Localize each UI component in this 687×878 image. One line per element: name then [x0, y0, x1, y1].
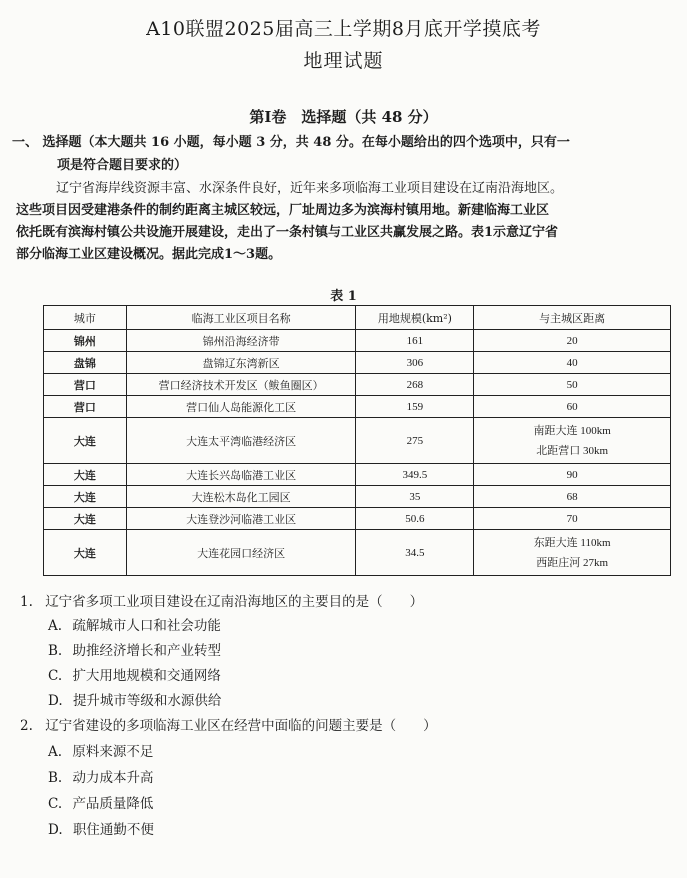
option-2b[interactable] [48, 766, 154, 786]
distance-line: 南距大连 100km [533, 424, 611, 437]
cell-distance: 40 [474, 352, 671, 374]
cell-distance: 68 [474, 486, 671, 508]
cell-area: 35 [356, 486, 474, 508]
option-text: 疏解城市人口和社会功能 [72, 618, 221, 634]
option-text: 助推经济增长和产业转型 [72, 643, 222, 659]
table-row [44, 396, 671, 418]
cell-distance: 90 [474, 464, 671, 486]
cell-city: 大连 [44, 530, 127, 576]
cell-project: 大连长兴岛临港工业区 [126, 464, 356, 486]
cell-area: 306 [356, 352, 474, 374]
option-key: D. [48, 822, 63, 838]
section-heading-continued: 项是符合题目要求的） [57, 158, 188, 173]
option-text: 职住通勤不便 [72, 822, 154, 838]
passage-line: 这些项目因受建港条件的制约距离主城区较远，厂址周边多为滨海村镇用地。新建临海工业区 [16, 203, 550, 218]
cell-city: 大连 [44, 464, 127, 486]
cell-area: 161 [356, 330, 474, 352]
distance-line: 北距营口 30km [536, 444, 609, 457]
option-key: B. [48, 643, 63, 659]
cell-city: 大连 [44, 486, 127, 508]
cell-distance: 50 [474, 374, 671, 396]
cell-city: 营口 [44, 396, 127, 418]
cell-project: 锦州沿海经济带 [126, 330, 356, 352]
option-text: 动力成本升高 [72, 770, 154, 786]
cell-distance [474, 418, 671, 464]
cell-city: 盘锦 [44, 352, 127, 374]
option-1c[interactable] [48, 664, 221, 684]
cell-project: 大连登沙河临港工业区 [126, 508, 356, 530]
cell-project: 盘锦辽东湾新区 [126, 352, 356, 374]
option-2c[interactable] [48, 792, 153, 812]
cell-project: 营口仙人岛能源化工区 [126, 396, 356, 418]
question-2 [20, 714, 437, 734]
option-key: C. [48, 796, 63, 812]
column-header-city: 城市 [44, 306, 127, 330]
option-text: 扩大用地规模和交通网络 [72, 668, 221, 684]
option-key: A. [48, 618, 63, 634]
cell-area: 349.5 [356, 464, 474, 486]
passage-line: 部分临海工业区建设概况。据此完成1～3题。 [16, 247, 282, 262]
option-key: B. [48, 770, 63, 786]
table-row [44, 330, 671, 352]
cell-project: 大连太平湾临港经济区 [126, 418, 356, 464]
table-row [44, 352, 671, 374]
question-stem: 辽宁省多项工业项目建设在辽南沿海地区的主要目的是（ ） [45, 594, 424, 610]
passage-line: 依托既有滨海村镇公共设施开展建设，走出了一条村镇与工业区共赢发展之路。表1示意辽宁省 [16, 225, 559, 240]
table-header-row [44, 306, 671, 330]
option-text: 原料来源不足 [72, 744, 154, 760]
option-1a[interactable] [48, 614, 221, 634]
cell-project: 大连花园口经济区 [126, 530, 356, 576]
exam-title: A10联盟2025届高三上学期8月底开学摸底考 [146, 18, 541, 40]
cell-area: 268 [356, 374, 474, 396]
cell-distance: 60 [474, 396, 671, 418]
table-row [44, 464, 671, 486]
cell-distance: 20 [474, 330, 671, 352]
column-header-project: 临海工业区项目名称 [126, 306, 356, 330]
table-row [44, 530, 671, 576]
cell-area: 34.5 [356, 530, 474, 576]
cell-area: 275 [356, 418, 474, 464]
question-1 [20, 590, 423, 610]
cell-area: 159 [356, 396, 474, 418]
question-stem: 辽宁省建设的多项临海工业区在经营中面临的问题主要是（ ） [45, 718, 437, 734]
question-number: 1. [20, 594, 33, 610]
option-1b[interactable] [48, 639, 221, 659]
cell-distance [474, 530, 671, 576]
cell-city: 营口 [44, 374, 127, 396]
cell-project: 营口经济技术开发区（鲅鱼圈区） [126, 374, 356, 396]
table-row [44, 486, 671, 508]
cell-city: 大连 [44, 508, 127, 530]
cell-city: 大连 [44, 418, 127, 464]
distance-line: 西距庄河 27km [536, 556, 609, 569]
table-row [44, 508, 671, 530]
part-title: 第Ⅰ卷 选择题（共 48 分） [249, 108, 438, 126]
cell-project: 大连松木岛化工园区 [126, 486, 356, 508]
cell-distance: 70 [474, 508, 671, 530]
option-key: D. [48, 693, 63, 709]
table-row [44, 418, 671, 464]
cell-city: 锦州 [44, 330, 127, 352]
distance-line: 东距大连 110km [533, 536, 611, 549]
option-key: C. [48, 668, 63, 684]
reading-passage [16, 178, 687, 266]
option-text: 提升城市等级和水源供给 [72, 693, 222, 709]
option-2d[interactable] [48, 818, 154, 838]
exam-subtitle: 地理试题 [303, 50, 384, 72]
table-caption: 表 1 [330, 289, 357, 304]
cell-area: 50.6 [356, 508, 474, 530]
column-header-distance: 与主城区距离 [474, 306, 671, 330]
section-heading: 一、 选择题（本大题共 16 小题，每小题 3 分，共 48 分。在每小题给出的四个选项中，只有一 [12, 135, 570, 150]
column-header-area: 用地规模(km²) [356, 306, 474, 330]
option-2a[interactable] [48, 740, 153, 760]
option-text: 产品质量降低 [72, 796, 154, 812]
industrial-zone-table [43, 305, 671, 576]
table-row [44, 374, 671, 396]
question-number: 2. [20, 718, 33, 734]
passage-line: 辽宁省海岸线资源丰富、水深条件良好，近年来多项临海工业项目建设在辽南沿海地区。 [56, 181, 564, 196]
option-key: A. [48, 744, 63, 760]
option-1d[interactable] [48, 689, 221, 709]
